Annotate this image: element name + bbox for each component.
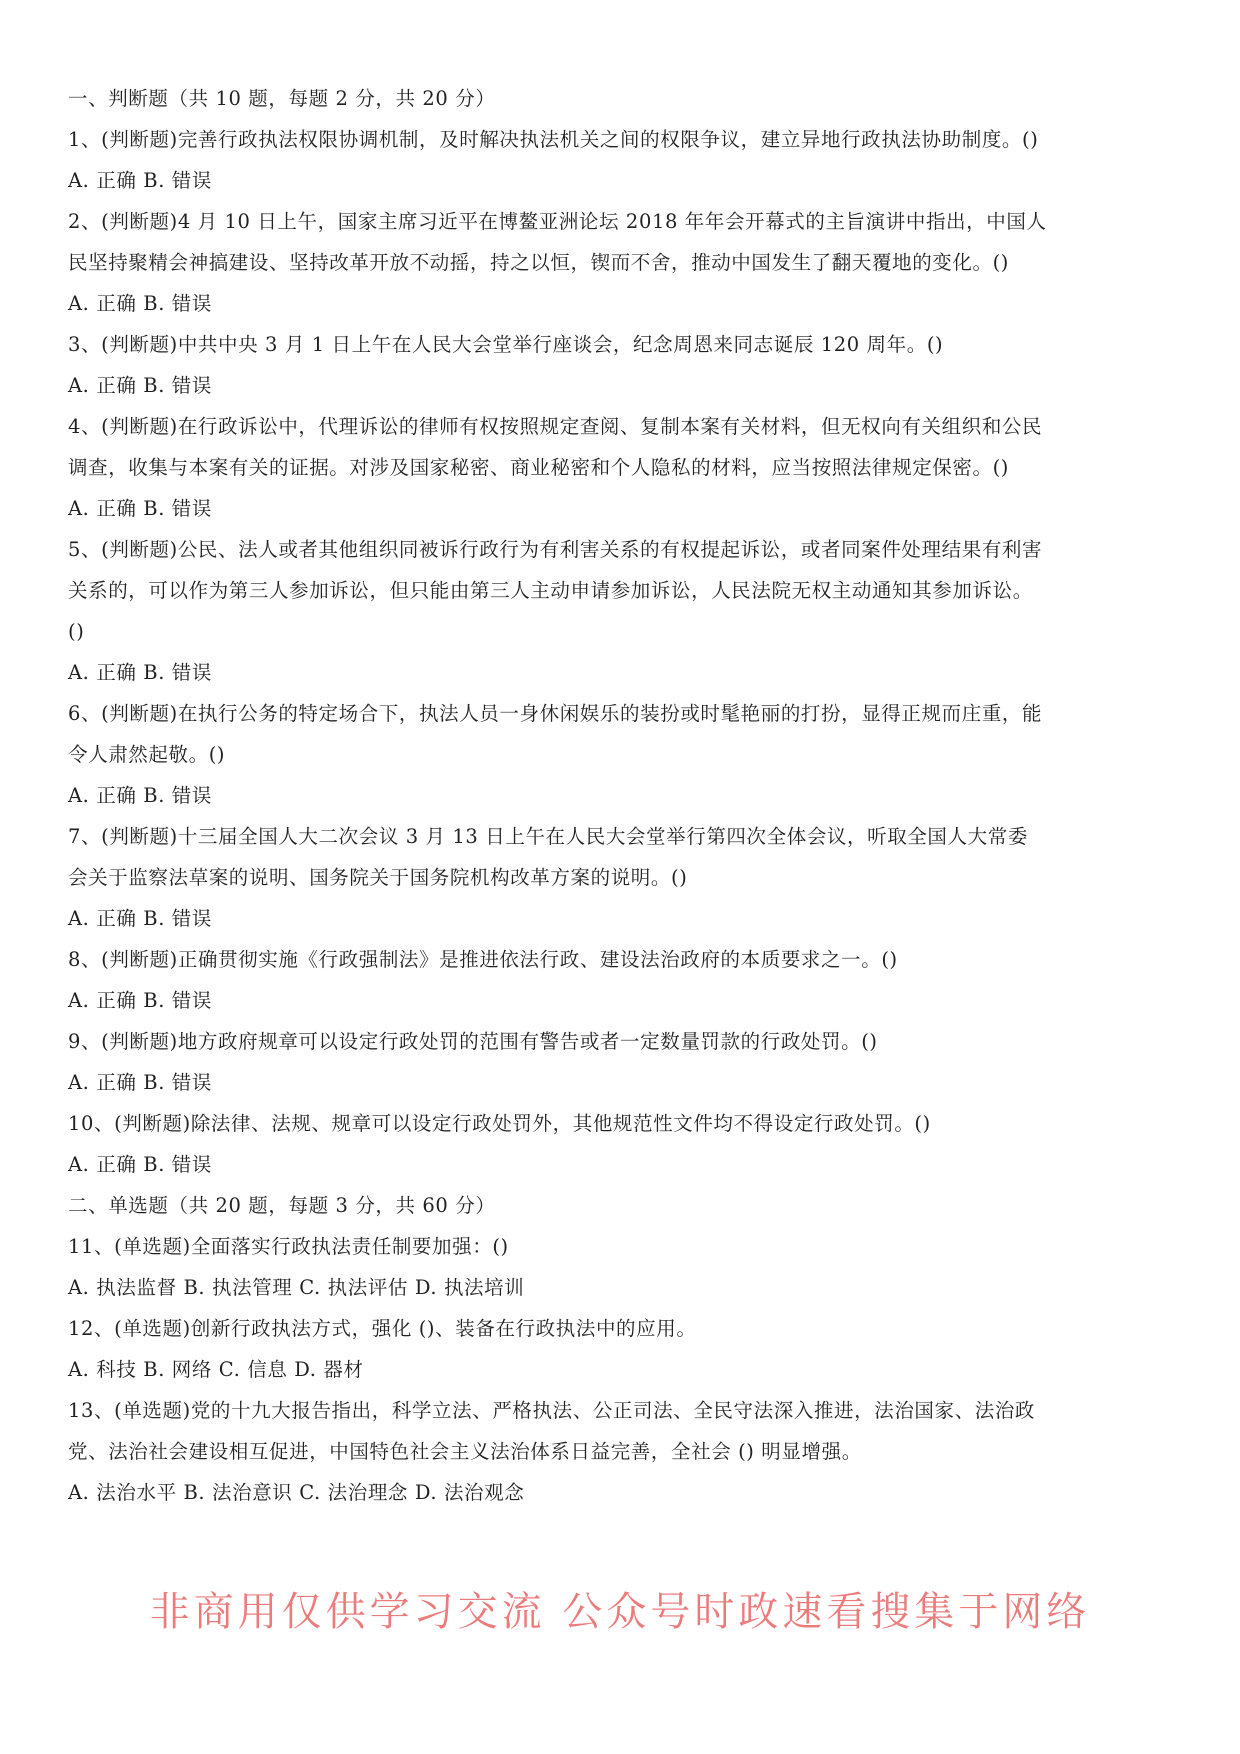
question-text: 7、(判断题)十三届全国人大二次会议 3 月 13 日上午在人民大会堂举行第四次全体会议，听取全国人大常委会关于监察法草案的说明、国务院关于国务院机构改革方案的说明。() — [68, 825, 1028, 889]
question-text: 1、(判断题)完善行政执法权限协调机制，及时解决执法机关之间的权限争议，建立异地行政执法协助制度。() — [68, 128, 1039, 151]
question-text: 2、(判断题)4 月 10 日上午，国家主席习近平在博鳌亚洲论坛 2018 年年会开幕式的主旨演讲中指出，中国人民坚持聚精会神搞建设、坚持改革开放不动摇，持之以恒，锲而不舍，推动中国发生了翻天覆地的变化。() — [68, 210, 1047, 274]
question-text: 9、(判断题)地方政府规章可以设定行政处罚的范围有警告或者一定数量罚款的行政处罚。() — [68, 1030, 878, 1053]
question-options: A. 正确 B. 错误 — [68, 661, 213, 684]
section-heading: 一、判断题（共 10 题，每题 2 分，共 20 分） — [68, 87, 496, 110]
question-text: 8、(判断题)正确贯彻实施《行政强制法》是推进依法行政、建设法治政府的本质要求之一。() — [68, 948, 898, 971]
section-heading: 二、单选题（共 20 题，每题 3 分，共 60 分） — [68, 1194, 496, 1217]
question-text: 11、(单选题)全面落实行政执法责任制要加强：() — [68, 1235, 509, 1258]
question-options: A. 正确 B. 错误 — [68, 169, 213, 192]
watermark: 非商用仅供学习交流 公众号时政速看搜集于网络 — [149, 1589, 1091, 1635]
question-options: A. 正确 B. 错误 — [68, 1153, 213, 1176]
question-text: 10、(判断题)除法律、法规、规章可以设定行政处罚外，其他规范性文件均不得设定行政处罚。() — [68, 1112, 931, 1135]
question-options: A. 正确 B. 错误 — [68, 497, 213, 520]
question-options: A. 法治水平 B. 法治意识 C. 法治理念 D. 法治观念 — [68, 1481, 525, 1504]
question-text: 3、(判断题)中共中央 3 月 1 日上午在人民大会堂举行座谈会，纪念周恩来同志诞辰 120 周年。() — [68, 333, 944, 356]
question-text: 12、(单选题)创新行政执法方式，强化 ()、装备在行政执法中的应用。 — [68, 1317, 697, 1340]
document-body — [68, 78, 1048, 1513]
question-options: A. 正确 B. 错误 — [68, 292, 213, 315]
question-options: A. 正确 B. 错误 — [68, 1071, 213, 1094]
question-options: A. 科技 B. 网络 C. 信息 D. 器材 — [68, 1358, 364, 1381]
question-options: A. 正确 B. 错误 — [68, 374, 213, 397]
question-text: 6、(判断题)在执行公务的特定场合下，执法人员一身休闲娱乐的装扮或时髦艳丽的打扮，显得正规而庄重，能令人肃然起敬。() — [68, 702, 1043, 766]
question-options: A. 正确 B. 错误 — [68, 784, 213, 807]
question-options: A. 执法监督 B. 执法管理 C. 执法评估 D. 执法培训 — [68, 1276, 525, 1299]
question-options: A. 正确 B. 错误 — [68, 989, 213, 1012]
question-options: A. 正确 B. 错误 — [68, 907, 213, 930]
question-text: 13、(单选题)党的十九大报告指出，科学立法、严格执法、公正司法、全民守法深入推进，法治国家、法治政党、法治社会建设相互促进，中国特色社会主义法治体系日益完善，全社会 () 明显增强。 — [68, 1399, 1036, 1463]
question-text: 5、(判断题)公民、法人或者其他组织同被诉行政行为有利害关系的有权提起诉讼，或者同案件处理结果有利害关系的，可以作为第三人参加诉讼，但只能由第三人主动申请参加诉讼，人民法院无权主动通知其参加诉讼。() — [68, 538, 1043, 643]
question-text: 4、(判断题)在行政诉讼中，代理诉讼的律师有权按照规定查阅、复制本案有关材料，但无权向有关组织和公民调查，收集与本案有关的证据。对涉及国家秘密、商业秘密和个人隐私的材料，应当按照法律规定保密。() — [68, 415, 1043, 479]
